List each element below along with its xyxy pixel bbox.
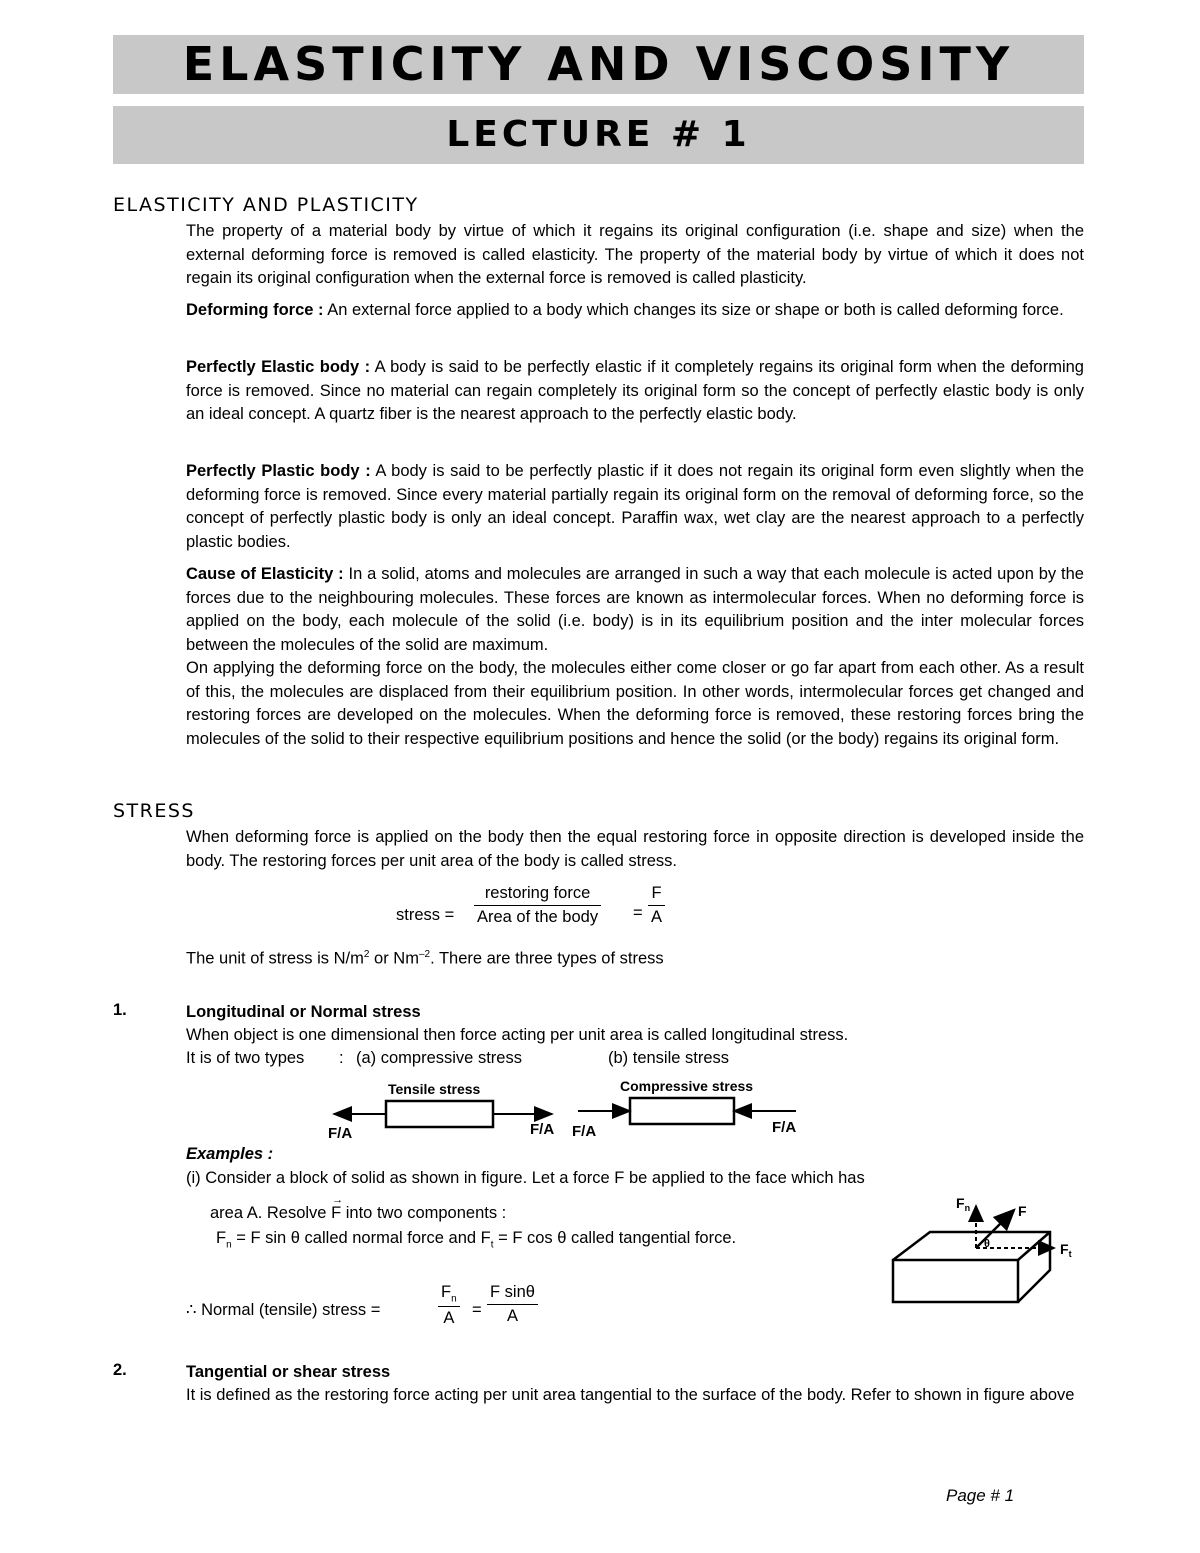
tensile-stress-label: Tensile stress	[388, 1081, 481, 1097]
compressive-fa-left: F/A	[572, 1123, 597, 1140]
tensile-fa-right: F/A	[530, 1121, 555, 1138]
stress-formula-fraction	[474, 884, 601, 927]
perfectly-plastic-text: A body is said to be perfectly plastic if it does not regain its original form even slightly when the deforming force is removed. Since every material partially regain its original form on the removal of deforming force, so the concept of perfectly plastic body is only an ideal concept. Paraffin wax, wet clay are the nearest approach to a perfectly plastic bodies.	[186, 462, 1084, 551]
normal-stress-num-1-sub: n	[451, 1293, 457, 1305]
stress-formula-numerator: restoring force	[484, 884, 591, 902]
normal-stress-fraction-2	[487, 1283, 538, 1326]
perfectly-plastic-paragraph	[186, 460, 1084, 554]
cause-of-elasticity-text: In a solid, atoms and molecules are arranged in such a way that each molecule is acted upon by the forces due to the neighbouring molecules. These forces are known as intermolecular forces. When no deforming force is applied on the body, each molecule of the solid (i.e. body) is in its equilibrium position and the inter molecular forces between the molecules of the solid are maximum.	[186, 565, 1084, 654]
fn-label-sub: n	[964, 1203, 971, 1213]
stress-formula-denominator: Area of the body	[474, 905, 601, 927]
page-number: Page # 1	[946, 1486, 1015, 1505]
item-1-title: Longitudinal or Normal stress	[186, 1003, 421, 1021]
cause-of-elasticity-paragraph	[186, 563, 1084, 657]
compressive-fa-right: F/A	[772, 1119, 797, 1136]
cause-of-elasticity-term: Cause of Elasticity :	[186, 565, 344, 583]
normal-stress-num-1-letter: F	[441, 1283, 452, 1301]
lecture-title: LECTURE # 1	[113, 106, 1084, 164]
section-heading-stress: STRESS	[113, 800, 195, 822]
resolve-line	[210, 1194, 507, 1224]
document-title: ELASTICITY AND VISCOSITY	[113, 35, 1084, 94]
stress-formula-numerator-2: F	[651, 884, 662, 902]
section-heading-elasticity: ELASTICITY AND PLASTICITY	[113, 194, 419, 216]
item-2-title: Tangential or shear stress	[186, 1363, 391, 1381]
fn-label	[956, 1195, 970, 1213]
force-block-figure	[880, 1192, 1085, 1307]
stress-unit-text-a: The unit of stress is N/m	[186, 949, 364, 968]
perfectly-elastic-term: Perfectly Elastic body :	[186, 358, 371, 376]
resolve-text-b: into two components :	[341, 1204, 507, 1222]
deforming-force-term: Deforming force :	[186, 301, 324, 319]
item-2-number: 2.	[113, 1361, 127, 1379]
item-2-text: It is defined as the restoring force acting per unit area tangential to the surface of the body. Refer to shown in figure above	[186, 1386, 1075, 1404]
stress-unit-text-c: . There are three types of stress	[430, 949, 664, 968]
fn-label-letter: F	[956, 1195, 965, 1211]
ft-label	[1060, 1241, 1072, 1259]
compressive-block	[630, 1098, 734, 1124]
normal-stress-num-1	[438, 1283, 460, 1306]
perfectly-plastic-term: Perfectly Plastic body :	[186, 462, 371, 480]
stress-unit-sup-1: 2	[363, 949, 370, 960]
normal-stress-num-2: F sinθ	[490, 1283, 535, 1301]
item-1-types-label: It is of two types	[186, 1049, 305, 1067]
longitudinal-stress-figure	[320, 1074, 820, 1144]
ft-label-sub: t	[1068, 1249, 1072, 1259]
stress-unit-sup-2: –2	[418, 949, 431, 960]
deforming-force-paragraph	[186, 299, 1084, 323]
deforming-force-text: An external force applied to a body which changes its size or shape or both is called deforming force.	[323, 301, 1064, 319]
component-mid-text: = F sin θ called normal force and F	[231, 1229, 491, 1247]
example-i-text: (i) Consider a block of solid as shown in figure. Let a force F be applied to the face which has	[186, 1169, 865, 1187]
applied-force-arrow	[976, 1210, 1014, 1248]
item-1-definition: When object is one dimensional then force acting per unit area is called longitudinal stress.	[186, 1026, 849, 1044]
vector-f	[331, 1194, 344, 1224]
stress-unit-line	[186, 944, 664, 970]
component-fn: F	[216, 1229, 227, 1247]
perfectly-elastic-paragraph	[186, 356, 1084, 427]
normal-stress-equals: =	[472, 1301, 482, 1319]
stress-intro: When deforming force is applied on the body then the equal restoring force in opposite direction is developed inside the body. The restoring forces per unit area of the body is called stress.	[186, 828, 1084, 870]
cause-of-elasticity-continued: On applying the deforming force on the body, the molecules either come closer or go far apart from each other. As a result of this, the molecules are displaced from their equilibrium position. In other words, intermolecular forces get changed and restoring forces are developed on the molecules. When the deforming force is removed, these restoring forces bring the molecules of the solid to their respective equilibrium positions and hence the solid (or the body) regains its original form.	[186, 659, 1084, 748]
normal-stress-fraction-1	[438, 1283, 460, 1328]
perfectly-elastic-text: A body is said to be perfectly elastic if it completely regains its original form when the deforming force is removed. Since no material can regain completely its original form so the concept of perfectly elastic body is only an ideal concept. A quartz fiber is the nearest approach to the perfectly elastic body.	[186, 358, 1084, 423]
normal-stress-den-2: A	[487, 1304, 538, 1326]
vector-f-letter: F	[331, 1204, 342, 1222]
resolve-text-a: area A. Resolve	[210, 1204, 332, 1222]
block-front-face	[893, 1260, 1018, 1302]
tensile-block	[386, 1101, 493, 1127]
stress-formula-fraction-2	[648, 884, 665, 927]
block-edge	[1018, 1232, 1050, 1260]
block-top-side	[893, 1232, 1050, 1302]
elasticity-intro: The property of a material body by virtue of which it regains its original configuration (i.e. shape and size) when the external deforming force is removed is called elasticity. The property of the material body by virtue of which it does not regain its original configuration when the external force is removed is called plasticity.	[186, 222, 1084, 287]
item-1-types-colon: :	[339, 1049, 344, 1067]
theta-label: θ	[984, 1238, 990, 1250]
components-line	[216, 1227, 736, 1256]
stress-formula-denominator-2: A	[648, 905, 665, 927]
examples-label: Examples :	[186, 1145, 274, 1163]
item-1-number: 1.	[113, 1001, 127, 1019]
component-ft-sub: t	[490, 1239, 494, 1251]
component-fn-sub: n	[226, 1239, 232, 1251]
stress-unit-text-b: or Nm	[369, 949, 419, 968]
normal-stress-label: ∴ Normal (tensile) stress =	[186, 1301, 381, 1319]
compressive-stress-label: Compressive stress	[620, 1078, 754, 1094]
item-1-type-a: (a) compressive stress	[356, 1049, 522, 1067]
vector-arrow-icon: →	[332, 1194, 344, 1206]
stress-formula-equals: =	[633, 904, 643, 922]
item-1-type-b: (b) tensile stress	[608, 1049, 730, 1067]
tensile-fa-left: F/A	[328, 1125, 353, 1142]
stress-formula-lhs: stress =	[396, 906, 455, 924]
component-end-text: = F cos θ called tangential force.	[493, 1229, 737, 1247]
normal-stress-den-1: A	[438, 1306, 460, 1328]
f-label: F	[1018, 1203, 1027, 1219]
ft-label-letter: F	[1060, 1241, 1069, 1257]
